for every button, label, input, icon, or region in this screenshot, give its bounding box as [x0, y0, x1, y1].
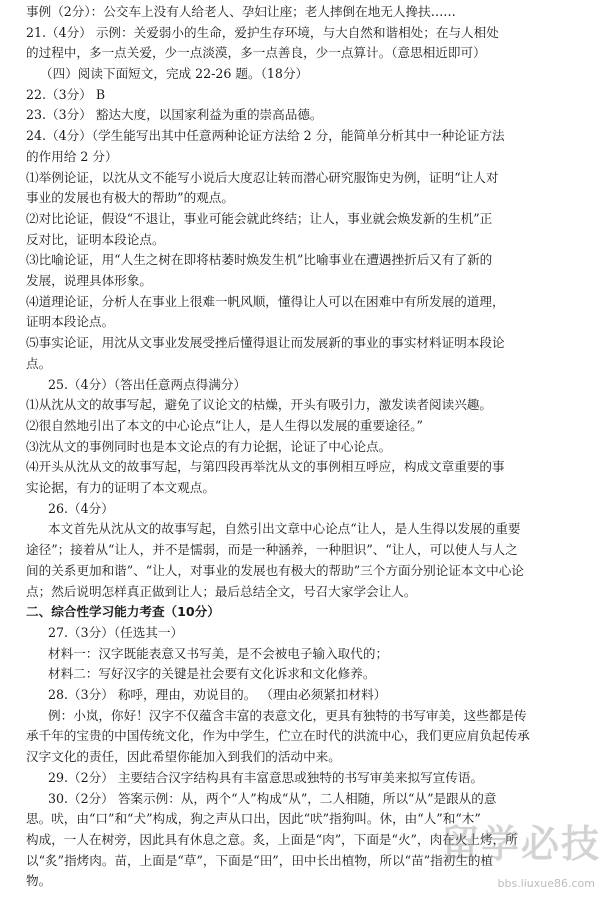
- text-line: ⑷道理论证，分析人在事业上很难一帆风顺，懂得让人可以在困难中有所发展的道理，: [26, 293, 505, 309]
- text-line: 间的关系更加和谐”、“让人，对事业的发展也有极大的帮助”三个方面分别论证本文中心论: [26, 562, 524, 578]
- text-line: ⑶沈从文的事例同时也是本文论点的有力论据，论证了中心论点。: [26, 438, 392, 454]
- text-line: ⑵很自然地引出了本文的中心论点“让人，是人生得以发展的重要途径。”: [26, 417, 423, 433]
- text-line: 的过程中，多一点关爱，少一点淡漠，多一点善良，少一点算计。（意思相近即可）: [26, 45, 486, 61]
- text-line: ⑶比喻论证，用“人生之树在即将枯萎时焕发生机”比喻事业在遭遇挫折后又有了新的: [26, 252, 493, 268]
- text-line: 发展，说理具体形象。: [26, 273, 152, 289]
- text-line: 事例（2分）：公交车上没有人给老人、孕妇让座；老人摔倒在地无人搀扶……: [26, 4, 456, 19]
- text-line: 例：小岚，你好！汉字不仅蕴含丰富的表意文化，更具有独特的书写审美，这些都是传: [48, 707, 527, 723]
- text-line: 途径”；接着从“让人，并不是懦弱，而是一种涵养，一种胆识”、“让人，可以使人与人之: [26, 542, 518, 558]
- text-line: 思。吠，由“口”和“犬”构成，狗之声从口出，因此“吠”指狗叫。休，由“人”和“木”: [26, 811, 481, 827]
- text-line: 物。: [26, 873, 52, 889]
- text-line: 26.（4分）: [48, 500, 114, 516]
- text-line: 27.（3分）（任选其一）: [48, 624, 184, 640]
- text-line: 23.（3分） 豁达大度，以国家利益为重的崇高品德。: [26, 107, 323, 123]
- text-line: ⑵对比论证，假设“不退让，事业可能会就此终结；让人，事业就会焕发新的生机”正: [26, 210, 493, 226]
- watermark-logo: 留学必技: [440, 822, 601, 866]
- text-line: 实论据，有力的证明了本文观点。: [26, 480, 215, 496]
- text-line: 材料一：汉字既能表意又书写美，是不会被电子输入取代的；: [48, 645, 389, 661]
- text-line: 汉字文化的责任，因此希望你能加入到我们的活动中来。: [26, 749, 341, 765]
- text-line: 24.（4分）（学生能写出其中任意两种论证方法给 2 分，能简单分析其中一种论证方法: [26, 128, 505, 144]
- text-line: ⑸事实论证，用沈从文事业发展受挫后懂得退让而发展新的事业的事实材料证明本段论: [26, 335, 505, 351]
- text-line: 点。: [26, 355, 52, 371]
- text-line: 证明本段论点。: [26, 314, 115, 330]
- watermark-url: bbs.liuxue86.com: [497, 877, 595, 890]
- text-line: 承千年的宝贵的中国传统文化，作为中学生，伫立在时代的洪流中心，我们更应肩负起传承: [26, 728, 530, 744]
- text-line: 29.（2分） 主要结合汉字结构具有丰富意思或独特的书写审美来拟写宣传语。: [48, 769, 484, 785]
- text-line: ⑷开头从沈从文的故事写起，与第四段再举沈从文的事例相互呼应，构成文章重要的事: [26, 459, 505, 475]
- text-line: 本文首先从沈从文的故事写起，自然引出文章中心论点“让人，是人生得以发展的重要: [48, 521, 521, 537]
- text-line: 30.（2分） 答案示例：从，两个“人”构成“从”，二人相随，所以“从”是跟从的意: [48, 790, 497, 806]
- text-line: ⑴举例论证，以沈从文不能写小说后大度忍让转而潜心研究服饰史为例，证明“让人对: [26, 169, 499, 185]
- text-line: 反对比，证明本段论点。: [26, 231, 165, 247]
- text-line: 事业的发展也有极大的帮助”的观点。: [26, 190, 234, 206]
- text-line: 25.（4分）（答出任意两点得满分）: [48, 376, 247, 392]
- text-line: 21.（4分） 示例：关爱弱小的生命，爱护生存环境，与大自然和谐相处；在与人相处: [26, 24, 499, 40]
- text-line: 28.（3分） 称呼，理由，劝说目的。 （理由必须紧扣材料）: [48, 687, 387, 703]
- text-line: 以“炙”指烤肉。苗，上面是“草”，下面是“田”，田中长出植物，所以“苗”指初生的植: [26, 852, 494, 868]
- text-line: 点；然后说明怎样真正做到让人；最后总结全文，号召大家学会让人。: [26, 583, 417, 599]
- text-line: 的作用给 2 分）: [26, 148, 118, 164]
- section-heading: （四）阅读下面短文，完成 22-26 题。（18分）: [40, 66, 309, 82]
- text-line: 构成，一人在树旁，因此具有休息之意。炙，上面是“肉”，下面是“火”，肉在火上烤，所: [26, 831, 518, 847]
- text-line: 材料二：写好汉字的关键是社会要有文化诉求和文化修养。: [48, 666, 376, 682]
- text-line: ⑴从沈从文的故事写起，避免了议论文的枯燥，开头有吸引力，激发读者阅读兴趣。: [26, 397, 492, 413]
- text-line: 22.（3分） B: [26, 86, 106, 102]
- section-heading: 二、综合性学习能力考查（10分）: [26, 604, 220, 620]
